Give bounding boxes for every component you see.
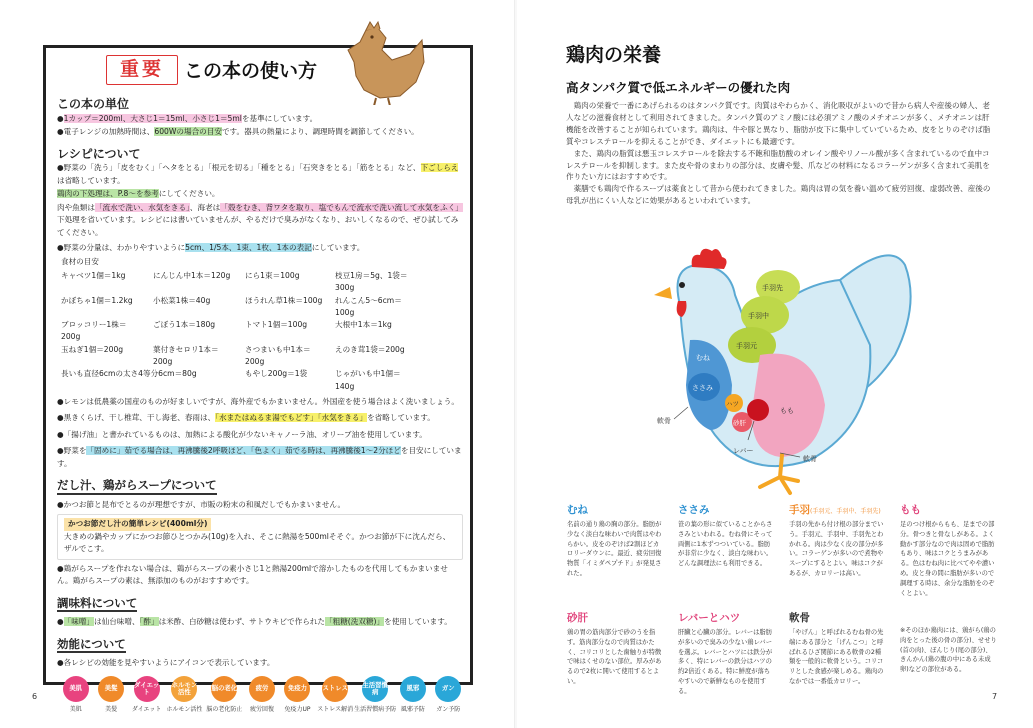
- text: ●野菜の分量は、わかりやすいように: [57, 243, 186, 252]
- rehydrate-highlight: 「水またはぬるま湯でもどす」「水気をきる」: [215, 413, 368, 423]
- part-title: むね: [567, 504, 588, 516]
- efficacy-icon: [318, 676, 352, 717]
- veg-item: 玉ねぎ1個＝200g: [61, 344, 124, 354]
- dashi-p1: ●かつお節と昆布でとるのが理想ですが、市販の粉末の和風だしでもかまいません。: [57, 499, 346, 509]
- efficacy-icon: [283, 676, 312, 717]
- veg-item: ブロッコリー1株＝200g: [61, 320, 127, 342]
- seasoning-heading: 調味料について: [57, 597, 137, 613]
- veg-item: 長いも直径6cmの太さ4等分6cm＝80g: [61, 369, 197, 379]
- veg-item: もやし200g＝1袋: [245, 369, 308, 379]
- prep-highlight: 下ごしらえ: [420, 163, 459, 172]
- wooden-chicken-body: [348, 28, 424, 98]
- part-desc: [678, 502, 775, 598]
- dashi-p2: ●鶏がらスープを作れない場合は、鶏がらスープの素小さじ1と熱湯200mlで溶かしたものを代用してもかまいません。鶏がらスープの素は、無添加のものがおすすめです。: [57, 563, 448, 586]
- veg-item: キャベツ1個＝1kg: [61, 271, 126, 280]
- text: は仙台味噌、: [94, 617, 140, 627]
- nutrition-subtitle: 高タンパク質で低エネルギーの優れた肉: [566, 80, 791, 95]
- page-number: 7: [992, 692, 998, 701]
- part-desc: [567, 502, 664, 598]
- bullet: ●: [57, 113, 64, 123]
- microwave-highlight: 600Wの場合の目安: [154, 127, 222, 136]
- chicken-parts-diagram: [640, 225, 940, 500]
- chicken-beak: [654, 287, 672, 299]
- recipe-p4: [57, 242, 463, 255]
- efficacy-icon-badge: ダイエット: [134, 676, 160, 702]
- page-number: 6: [32, 692, 38, 701]
- chicken-comb: [692, 249, 727, 269]
- efficacy-icon: [398, 676, 427, 717]
- text: 下処理を省いています。レシピには書いていませんが、やるだけで臭みがなくなり、おいしくなるので、ぜひ試してみてください。: [57, 215, 459, 237]
- text: を使用しています。: [384, 617, 452, 627]
- text: 、海老は: [189, 202, 221, 212]
- part-desc: [900, 610, 997, 697]
- efficacy-icon-badge: ガン: [435, 676, 461, 702]
- efficacy-icon: [167, 676, 201, 717]
- veg-item: ごぼう1本＝180g: [153, 320, 216, 330]
- part-desc: [789, 610, 886, 697]
- efficacy-icon: [96, 676, 125, 717]
- body-p3: 薬膳でも鶏肉で作るスープは薬食として昔から使われてきました。鶏肉は胃の気を養い温めて疲労回復、虚弱改善、産後の母乳が出にくい人などに効果があるといわれています。: [566, 184, 991, 206]
- recipe-p6: [57, 412, 463, 425]
- text: にしてください。: [158, 189, 220, 198]
- label-wingmid: 手羽中: [748, 313, 769, 320]
- parts-row-2: [567, 610, 997, 697]
- label-nankotsu2: 軟骨: [803, 456, 817, 463]
- text: は省略しています。: [57, 175, 125, 185]
- part-title: 軟骨: [789, 612, 810, 624]
- text: です。器具の熱量により、調理時間を調節してください。: [221, 127, 419, 136]
- efficacy-icon-badge: 脳の老化: [211, 676, 237, 702]
- efficacy-icon-label: ダイエット: [131, 705, 162, 713]
- units-p2: [57, 126, 463, 139]
- text: ●野菜の「洗う」「皮をむく」「ヘタをとる」「根元を切る」「種をとる」「石突きをとる」「筋をとる」など、: [57, 163, 421, 172]
- efficacy-icon-badge: 美髪: [98, 676, 124, 702]
- part-subtitle: (手羽元、手羽中、手羽先): [810, 508, 881, 515]
- efficacy-p1: ●各レシピの効能を見やすいようにアイコンで表示しています。: [57, 658, 275, 668]
- left-content: [57, 94, 463, 716]
- recipe-p3: [57, 202, 463, 240]
- efficacy-icon-label: 免疫力UP: [284, 705, 311, 713]
- veg-item: 葉付きセロリ1本＝200g: [153, 344, 219, 367]
- text: ●: [57, 617, 64, 627]
- important-badge: 重要: [106, 55, 178, 85]
- wooden-chicken-eye: [370, 35, 373, 38]
- label-reba: レバー: [733, 448, 754, 455]
- veg-item: 小松菜1株＝40g: [153, 295, 211, 305]
- veg-item: トマト1個＝100g: [245, 320, 308, 330]
- part-title: もも: [900, 504, 921, 516]
- left-page: [0, 0, 516, 728]
- efficacy-icon-badge: 免疫力: [284, 676, 310, 702]
- label-sasami: ささみ: [692, 385, 713, 392]
- label-momo: もも: [780, 408, 794, 415]
- quantity-highlight: 5cm、1/5本、1束、1枚、1本の表記: [185, 243, 312, 252]
- label-mune: むね: [696, 355, 710, 362]
- efficacy-icons: [57, 676, 463, 717]
- recipe-p2: [57, 188, 463, 201]
- body-p2: また、鶏肉の脂質は悪玉コレステロールを除去する不飽和脂肪酸のオレイン酸やリノール酸が多く含まれているので血中コレステロールを抑制します。また皮や骨のまわりの部分は、皮膚や髪、爪などの材料になるコラーゲンが多く含まれて美肌を作りたい方にはおすすめです。: [566, 148, 990, 182]
- efficacy-icon-badge: ストレス: [322, 676, 348, 702]
- chicken-prep-highlight: 鶏肉の下処理は、P.8〜を参考: [57, 189, 159, 198]
- text: 肉や魚類は: [57, 202, 95, 212]
- efficacy-icon-label: ガン予防: [436, 705, 461, 713]
- efficacy-icon: [247, 676, 276, 717]
- boil-highlight: 「固めに」茹でる場合は、再沸騰後2呼吸ほど、「色よく」茹でる時は、再沸騰後1〜2分ほど: [86, 446, 401, 456]
- sugar-highlight: 「粗糖(洗双糖)」: [325, 617, 385, 627]
- recipe-p7: ●「揚げ油」と書かれているものは、加熱による酸化が少ないキャノーラ油、オリーブ油を使用しています。: [57, 429, 427, 439]
- veg-item: にら1束＝100g: [245, 271, 300, 280]
- efficacy-icon-label: 美髪: [105, 705, 118, 713]
- part-note: ※そのほか鶏肉には、鶏がら(鶏の肉をとった後の骨の部分)、せせり(首の肉)、ぼんじり(尾の部分)、きんかん(鶏の腹の中にある未成卵)などの部位がある。: [900, 627, 997, 674]
- units-highlight: 1カップ＝200ml、大さじ1＝15ml、小さじ1＝5ml: [63, 113, 242, 123]
- recipe-heading: レシピについて: [57, 146, 141, 161]
- fish-highlight: 「流水で洗い、水気をきる」: [94, 202, 190, 212]
- efficacy-icon: [207, 676, 241, 717]
- veg-item: れんこん5〜6cm＝100g: [335, 295, 402, 317]
- part-body: 名前の通り鶏の胸の部分。脂肪が少なく淡白な味わいで肉質はやわらかい。皮をのぞけば2割ほどカロリーダウンに。最近、疲労回復物質「イミダペプチド」が発見された。: [567, 521, 662, 577]
- efficacy-icon: [434, 676, 463, 717]
- part-title: レバーとハツ: [678, 612, 741, 624]
- units-p1: [57, 113, 463, 126]
- efficacy-icon-label: 脳の老化防止: [206, 705, 243, 713]
- leader-nankotsu1: [674, 407, 688, 419]
- body-p1: 鶏肉の栄養で一番にあげられるのはタンパク質です。肉質はやわらかく、消化吸収がよいので昔から病人や産後の婦人、老人などの滋養食材として利用されてきました。タンパク質のアミノ酸には必須アミノ酸のメチオニンが多く、メチオニンは肝機能を改善することが知られています。鶏肉は、牛や豚と異なり、脂肪が皮下に集中していているため、皮をとりのぞけば脂質やコレステロールを抑えることができ、ダイエットにも最適です。: [566, 101, 991, 146]
- page-title: この本の使い方: [184, 60, 318, 82]
- veg-item: ほうれん草1株＝100g: [245, 295, 323, 305]
- shrimp-highlight: 「殻をむき、背ワタを取り、塩でもんで流水で洗い流して水気をふく」: [220, 202, 463, 212]
- part-desc: [900, 502, 997, 598]
- part-title: [789, 502, 886, 517]
- part-body: 足のつけ根からもも、足までの部分。骨つきと骨なしがある。よく動かす部分なので肉は固めで脂肪もあり、味はコクとうまみがある。色はむね肉に比べてやや濃いめ。皮と身の間に脂肪が多いので調理する時は、余分な脂肪をのぞくとよい。: [900, 521, 995, 597]
- efficacy-icon-label: ホルモン活性: [166, 705, 203, 713]
- efficacy-icon-label: 美肌: [69, 705, 82, 713]
- efficacy-icon-badge: 生活習慣病: [362, 676, 388, 702]
- wooden-chicken-illustration: [330, 20, 430, 105]
- veg-table: [57, 270, 463, 393]
- part-body: 「やげん」と呼ばれるむね骨の先端にある部分と「げんこつ」と呼ばれるひざ関節にある軟骨の2種類を一般的に軟骨という。コリコリとした食感が楽しめる。鶏肉のなかでは一番低カロリー。: [789, 629, 884, 685]
- efficacy-icon-badge: 風邪: [400, 676, 426, 702]
- nutrition-body: [566, 100, 992, 207]
- veg-item: じゃがいも中1個＝140g: [335, 369, 401, 391]
- veg-item: にんじん中1本＝120g: [153, 271, 231, 280]
- efficacy-icon: [354, 676, 397, 717]
- efficacy-icon-badge: ホルモン活性: [171, 676, 197, 702]
- part-body: 鶏の胃の筋肉部分で砂のうを指す。筋肉部分なので肉質はかたく、コリコリとした歯触りが特徴で味はくせのない部位。厚みがあるので2枚に開いて使用するとよい。: [567, 629, 662, 685]
- parts-row-1: [567, 502, 997, 598]
- text: ●野菜を: [57, 446, 87, 456]
- text: ●黒きくらげ、干し椎茸、干し海老、春雨は、: [57, 413, 216, 423]
- text: にしています。: [311, 243, 365, 252]
- text: ●電子レンジの加熱時間は、: [57, 127, 155, 136]
- nutrition-title: 鶏肉の栄養: [566, 44, 662, 66]
- label-wingbase: 手羽元: [736, 343, 757, 350]
- dashi-heading: だし汁、鶏がらスープについて: [57, 479, 217, 495]
- recipe-p8: [57, 445, 463, 470]
- efficacy-icon-label: ストレス解消: [317, 705, 354, 713]
- part-reba: [747, 399, 769, 421]
- wooden-chicken-comb: [366, 22, 380, 30]
- dashi-recipe-box: [57, 514, 463, 560]
- dashi-box-title: かつお節だし汁の簡単レシピ(400ml分): [64, 518, 211, 531]
- part-desc: [789, 502, 886, 598]
- dashi-box-body: 大きめの鍋やカップにかつお節ひとつかみ(10g)を入れ、そこに熱湯を500mlそそぐ。かつお節が下に沈んだら、ザルでこす。: [64, 531, 451, 554]
- text: を省略しています。: [367, 413, 435, 423]
- veg-item: かぼちゃ1個＝1.2kg: [61, 295, 133, 305]
- units-heading: この本の単位: [57, 97, 130, 111]
- text: を目安にしています。: [57, 446, 462, 468]
- efficacy-icon: [61, 676, 90, 717]
- efficacy-icon-label: 疲労回復: [250, 705, 275, 713]
- part-desc: [678, 610, 775, 697]
- efficacy-icon: [132, 676, 162, 717]
- chicken-eye: [679, 282, 685, 288]
- recipe-p1: [57, 162, 463, 187]
- part-title: 砂肝: [567, 612, 588, 624]
- part-body: 肝臓と心臓の部分。レバーは脂肪が多いので臭みの少ない鶏レバーを選ぶ。レバーとハツには鉄分が多く、特にレバーの鉄分はハツの約2倍近くある。特に鮮度が落ちやすいので新鮮なものを使用する。: [678, 629, 773, 695]
- veg-item: えのき茸1袋＝200g: [335, 344, 405, 354]
- efficacy-icon-label: 風邪予防: [400, 705, 425, 713]
- seasoning-p1: [57, 616, 463, 629]
- label-nankotsu1: 軟骨: [657, 418, 671, 425]
- part-body: 手羽の先から付け根の部分までいう。手羽元、手羽中、手羽先とわかれる。肉は少なく皮の部分が多い。コラーゲンが多いので煮物やスープにするとよい。味はコクがあるが、カロリーは高い。: [789, 521, 884, 577]
- part-body: 笹の葉の形に似ていることからささみといわれる。むね骨にそって両側に1本ずつついている。脂肪が非常に少なく、淡白な味わい。どんな調理法にも利用できる。: [678, 521, 773, 568]
- part-desc: [567, 610, 664, 697]
- efficacy-heading: 効能について: [57, 638, 126, 654]
- efficacy-icon-badge: 疲労: [249, 676, 275, 702]
- miso-highlight: 「味噌」: [63, 617, 95, 627]
- veg-item: さつまいも中1本＝200g: [245, 344, 311, 367]
- efficacy-icon-badge: 美肌: [63, 676, 89, 702]
- label-wingtip: 手羽先: [762, 285, 783, 292]
- part-title-text: 手羽: [789, 504, 810, 516]
- part-title: ささみ: [678, 504, 710, 516]
- veg-item: 枝豆1房＝5g、1袋＝300g: [335, 271, 408, 293]
- efficacy-icon-label: 生活習慣病予防: [354, 705, 397, 713]
- label-hatsu: ハツ: [726, 401, 739, 408]
- recipe-p5: ●レモンは低農薬の国産のものが好ましいですが、海外産でもかまいません。外国産を使う場合はよく洗いましょう。: [57, 396, 459, 406]
- label-sunagimo: 砂肝: [733, 420, 746, 427]
- vinegar-highlight: 「酢」: [139, 617, 159, 627]
- text: を基準にしています。: [241, 113, 318, 123]
- veg-item: 大根中1本＝1kg: [335, 320, 392, 330]
- text: は米酢、白砂糖は使わず、サトウキビで作られた: [158, 617, 326, 627]
- veg-title: 食材の目安: [61, 256, 99, 266]
